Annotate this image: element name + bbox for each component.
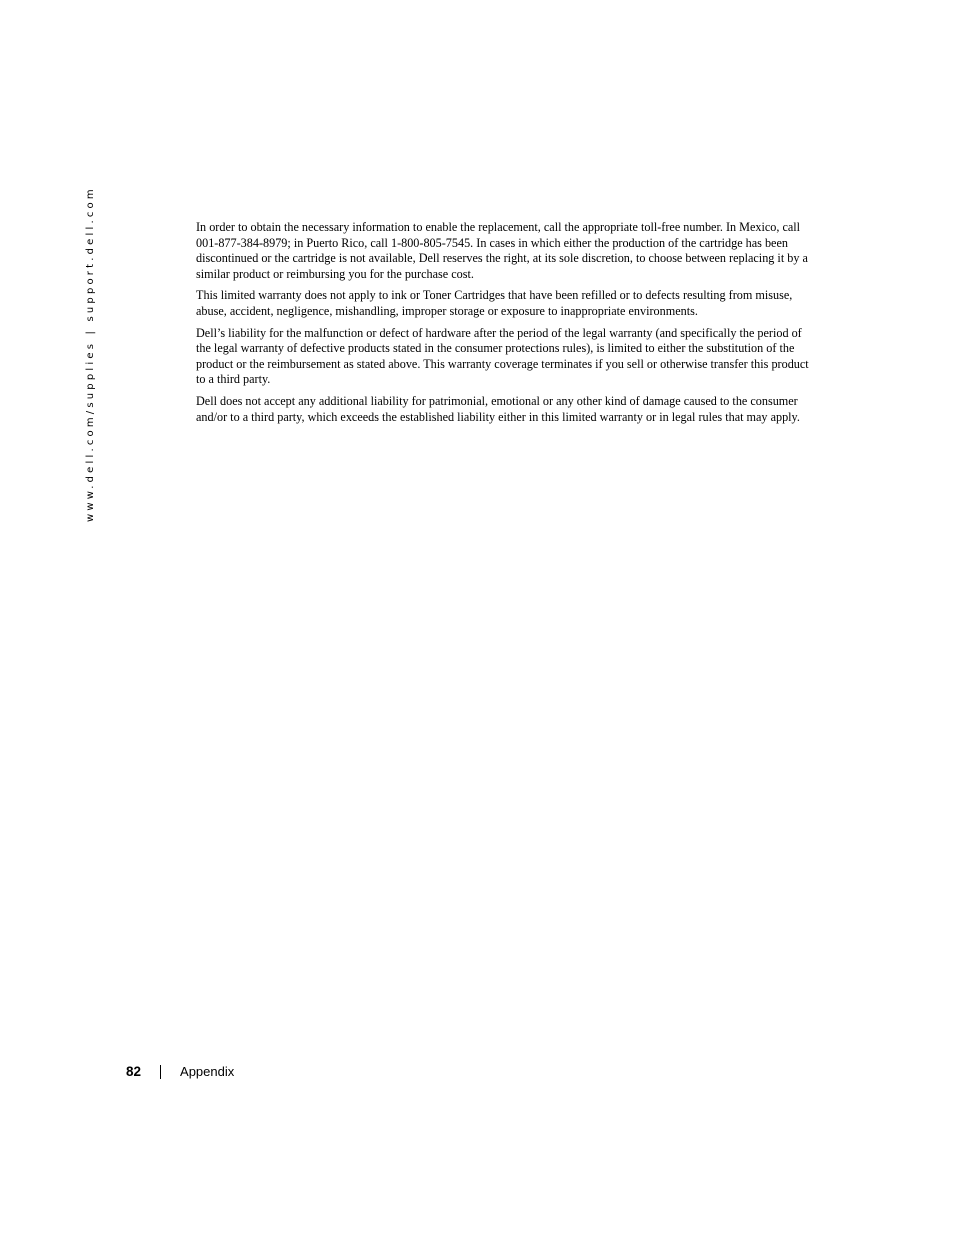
paragraph-replacement-info: In order to obtain the necessary information to enable the replacement, call the appropriate toll-free number. In Mexico, call 001-877-384-8979; in Puerto Rico, call 1-800-805-7545. In cases in which either the production of the cartridge has been discontinued or the cartridge is not available, Dell reserves the right, at its sole discretion, to choose between replacing it by a similar product or reimbursing you for the purchase cost. bbox=[196, 220, 808, 281]
sidebar-url-text: www.dell.com/supplies | support.dell.com bbox=[85, 186, 96, 522]
paragraph-warranty-exclusions: This limited warranty does not apply to ink or Toner Cartridges that have been refilled or to defects resulting from misuse, abuse, accident, negligence, mishandling, improper storage or exposure to inappropriate environments. bbox=[196, 288, 793, 318]
footer-divider bbox=[160, 1065, 161, 1079]
section-name: Appendix bbox=[180, 1064, 235, 1079]
document-body bbox=[196, 220, 814, 431]
page-number: 82 bbox=[126, 1064, 142, 1079]
paragraph-additional-liability: Dell does not accept any additional liability for patrimonial, emotional or any other kind of damage caused to the consumer and/or to a third party, which exceeds the established liability either in this limited warranty or in legal rules that may apply. bbox=[196, 393, 800, 424]
page-footer bbox=[126, 1063, 234, 1081]
paragraph-dell-liability: Dell’s liability for the malfunction or defect of hardware after the period of the legal warranty (and specifically the period of the legal warranty of defective products stated in the consumer protections rules), is limited to either the substitution of the product or the reimbursement as stated above. This warranty coverage terminates if you sell or otherwise transfer this product to a third party. bbox=[196, 325, 809, 387]
